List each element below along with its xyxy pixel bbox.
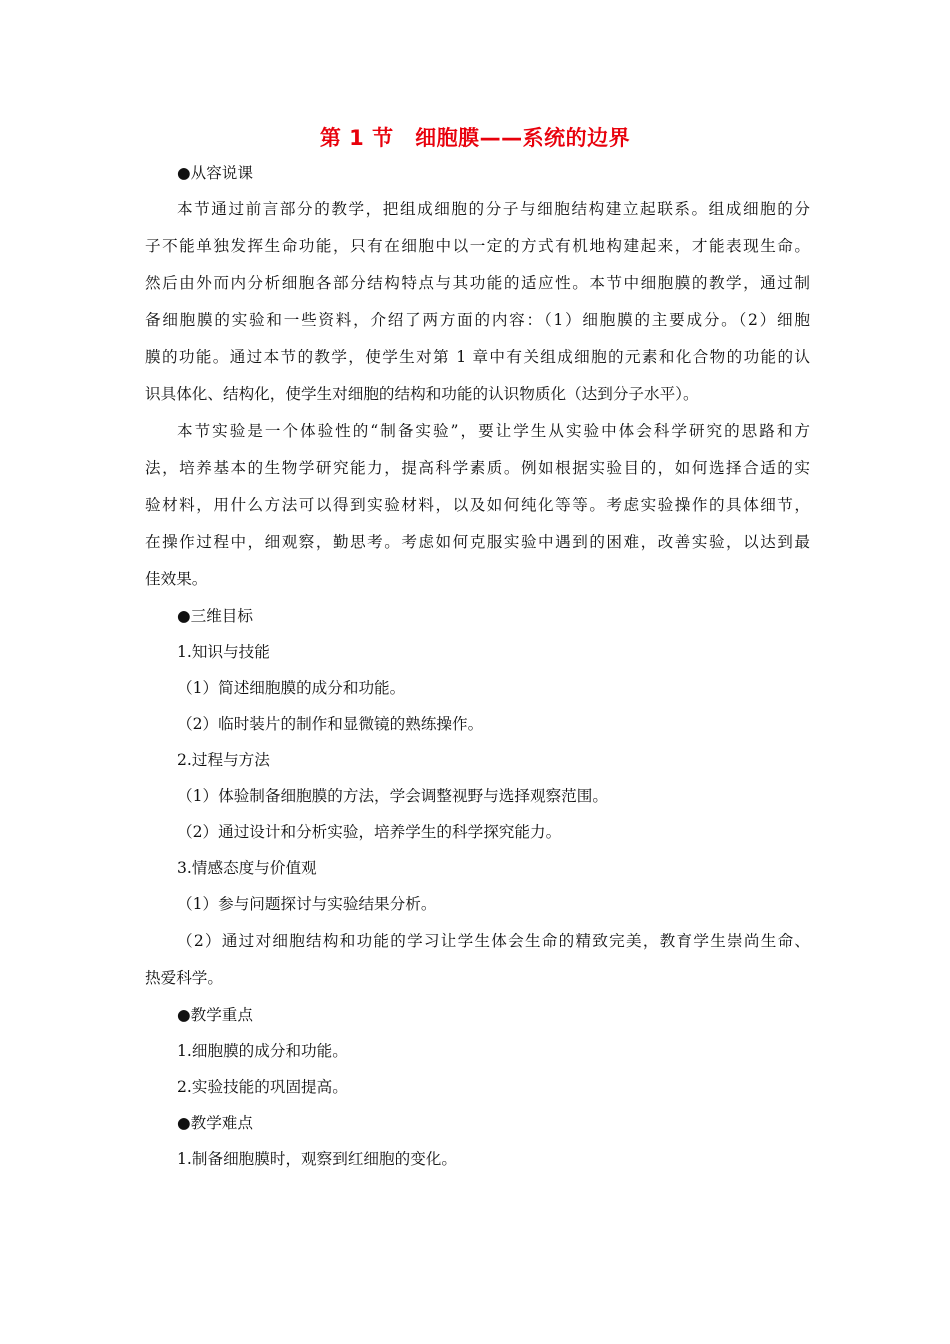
list-item: 2.实验技能的巩固提高。: [177, 1078, 348, 1096]
paragraph-line: 子不能单独发挥生命功能，只有在细胞中以一定的方式有机地构建起来，才能表现生命。: [145, 237, 810, 255]
list-item: 热爱科学。: [145, 969, 223, 987]
section-heading-lesson-talk: ●从容说课: [177, 164, 253, 182]
paragraph-line: 验材料，用什么方法可以得到实验材料，以及如何纯化等等。考虑实验操作的具体细节，: [145, 496, 810, 514]
list-item: 1.知识与技能: [177, 643, 270, 661]
section-heading-objectives: ●三维目标: [177, 607, 253, 625]
paragraph-line: 在操作过程中，细观察，勤思考。考虑如何克服实验中遇到的困难，改善实验，以达到最: [145, 533, 810, 551]
list-item: 3.情感态度与价值观: [177, 859, 317, 877]
list-item: （2）临时装片的制作和显微镜的熟练操作。: [177, 715, 484, 733]
paragraph-line: 备细胞膜的实验和一些资料，介绍了两方面的内容：（1）细胞膜的主要成分。（2）细胞: [145, 311, 810, 329]
list-item: （1）参与问题探讨与实验结果分析。: [177, 895, 437, 913]
section-heading-difficulties: ●教学难点: [177, 1114, 253, 1132]
paragraph-line: 佳效果。: [145, 570, 208, 588]
list-item: （1）体验制备细胞膜的方法，学会调整视野与选择观察范围。: [177, 787, 608, 805]
paragraph-line: 然后由外而内分析细胞各部分结构特点与其功能的适应性。本节中细胞膜的教学，通过制: [145, 274, 810, 292]
paragraph-line: 膜的功能。通过本节的教学，使学生对第 1 章中有关组成细胞的元素和化合物的功能的认: [145, 348, 810, 366]
list-item: （2）通过对细胞结构和功能的学习让学生体会生命的精致完美，教育学生崇尚生命、: [177, 932, 810, 950]
list-item: 1.制备细胞膜时，观察到红细胞的变化。: [177, 1150, 457, 1168]
paragraph-line: 本节实验是一个体验性的“制备实验”，要让学生从实验中体会科学研究的思路和方: [177, 422, 810, 440]
list-item: 1.细胞膜的成分和功能。: [177, 1042, 348, 1060]
list-item: 2.过程与方法: [177, 751, 270, 769]
page-title: 第 1 节 细胞膜——系统的边界: [319, 126, 631, 150]
paragraph-line: 本节通过前言部分的教学，把组成细胞的分子与细胞结构建立起联系。组成细胞的分: [177, 200, 810, 218]
list-item: （1）简述细胞膜的成分和功能。: [177, 679, 406, 697]
list-item: （2）通过设计和分析实验，培养学生的科学探究能力。: [177, 823, 562, 841]
paragraph-line: 法，培养基本的生物学研究能力，提高科学素质。例如根据实验目的，如何选择合适的实: [145, 459, 810, 477]
section-heading-key-points: ●教学重点: [177, 1006, 253, 1024]
paragraph-line: 识具体化、结构化，使学生对细胞的结构和功能的认识物质化（达到分子水平）。: [145, 385, 699, 403]
